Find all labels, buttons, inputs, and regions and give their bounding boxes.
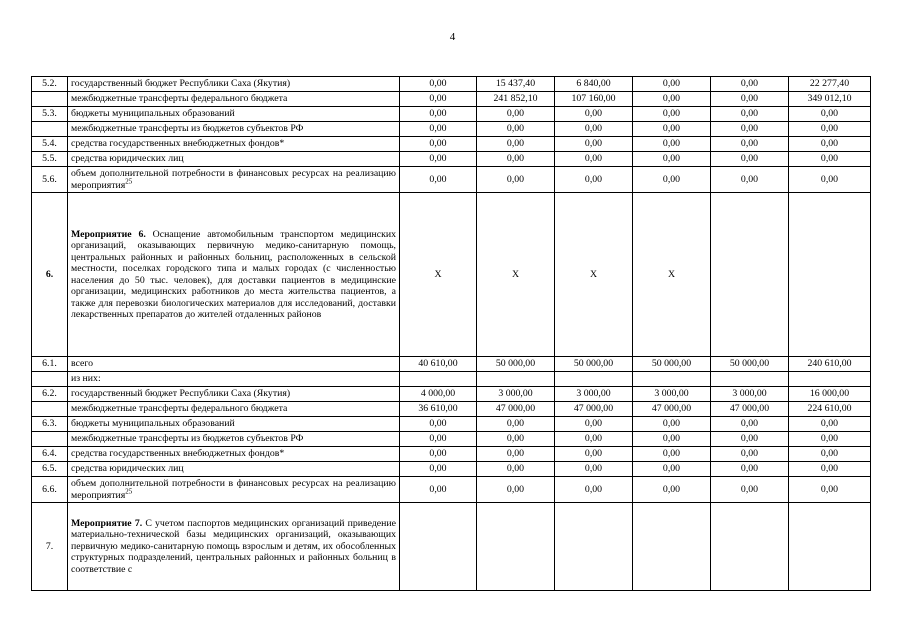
measure-title: Мероприятие 7. [71,517,143,529]
value-cell: 0,00 [633,477,711,503]
value-cell: 0,00 [555,447,633,462]
row-number: 5.3. [32,107,68,122]
value-cell: 0,00 [711,152,789,167]
value-cell: 0,00 [400,107,477,122]
value-cell: 50 000,00 [711,357,789,372]
value-cell: 16 000,00 [789,387,871,402]
row-label: межбюджетные трансферты федерального бюджета [68,92,400,107]
row-label: межбюджетные трансферты из бюджетов субъектов РФ [68,122,400,137]
table-row [32,417,871,432]
page-number: 4 [449,31,456,43]
value-cell: 0,00 [400,432,477,447]
value-cell: 0,00 [400,137,477,152]
value-cell: 0,00 [400,152,477,167]
table-row [32,107,871,122]
value-cell: 0,00 [633,92,711,107]
value-cell: 0,00 [633,432,711,447]
value-cell: 0,00 [477,462,555,477]
row-label-text: объем дополнительной потребности в финансовых ресурсах на реализацию мероприятия [71,478,396,501]
value-cell: 0,00 [555,477,633,503]
value-cell: 47 000,00 [711,402,789,417]
value-cell: 0,00 [711,447,789,462]
value-cell [633,372,711,387]
row-number: 5.2. [32,77,68,92]
value-cell: 0,00 [633,137,711,152]
value-cell: 0,00 [477,167,555,193]
value-cell: 0,00 [711,92,789,107]
row-number: 6.6. [32,477,68,503]
row-label-text: С учетом паспортов медицинских организаций приведение материально-технической базы медицинских организаций, оказывающих первичную медико-санитарную помощь взрослым и детям, их обособленных структурных подразделений, центральных районных и районных больниц в соответствие с [71,517,396,575]
value-cell: 0,00 [711,432,789,447]
value-cell: 107 160,00 [555,92,633,107]
row-label [68,193,400,357]
value-cell [789,372,871,387]
value-cell [789,193,871,357]
value-cell [711,193,789,357]
table-row [32,92,871,107]
value-cell: 0,00 [633,107,711,122]
value-cell: 0,00 [789,152,871,167]
value-cell: 3 000,00 [555,387,633,402]
table-row [32,432,871,447]
value-cell: 0,00 [477,107,555,122]
value-cell: 0,00 [789,462,871,477]
value-cell [711,372,789,387]
row-label: средства государственных внебюджетных фондов* [68,137,400,152]
row-label: бюджеты муниципальных образований [68,417,400,432]
value-cell: 0,00 [789,417,871,432]
value-cell: 47 000,00 [633,402,711,417]
table-row [32,447,871,462]
value-cell: 0,00 [555,462,633,477]
value-cell: 0,00 [477,447,555,462]
value-cell [789,503,871,591]
row-label: государственный бюджет Республики Саха (Якутия) [68,387,400,402]
row-label: средства государственных внебюджетных фондов* [68,447,400,462]
row-label: государственный бюджет Республики Саха (Якутия) [68,77,400,92]
value-cell: 0,00 [711,137,789,152]
value-cell: 0,00 [477,122,555,137]
value-cell: 0,00 [789,432,871,447]
value-cell: 50 000,00 [555,357,633,372]
value-cell: 0,00 [555,137,633,152]
row-number [32,402,68,417]
value-cell [477,503,555,591]
value-cell: X [555,193,633,357]
value-cell: 0,00 [400,77,477,92]
value-cell: X [400,193,477,357]
value-cell: 0,00 [477,417,555,432]
value-cell: 0,00 [633,462,711,477]
value-cell: 0,00 [711,462,789,477]
budget-table [31,76,871,591]
value-cell: 0,00 [555,432,633,447]
value-cell: 4 000,00 [400,387,477,402]
value-cell: 15 437,40 [477,77,555,92]
value-cell: 0,00 [400,477,477,503]
value-cell: 3 000,00 [633,387,711,402]
value-cell: 0,00 [789,167,871,193]
table-row [32,387,871,402]
row-number: 6.1. [32,357,68,372]
table-row [32,372,871,387]
value-cell: 0,00 [711,167,789,193]
value-cell: 224 610,00 [789,402,871,417]
value-cell: 0,00 [400,122,477,137]
value-cell: X [633,193,711,357]
value-cell: 6 840,00 [555,77,633,92]
value-cell: 0,00 [633,122,711,137]
value-cell: 0,00 [711,107,789,122]
value-cell: 0,00 [711,477,789,503]
footnote-ref: 25 [125,487,133,496]
row-number: 5.6. [32,167,68,193]
table-row [32,477,871,503]
table-row [32,193,871,357]
row-number: 6.2. [32,387,68,402]
row-number [32,122,68,137]
value-cell: 0,00 [400,417,477,432]
table-row [32,357,871,372]
value-cell: 0,00 [477,477,555,503]
footnote-ref: 25 [125,177,133,186]
value-cell: 0,00 [555,107,633,122]
value-cell: 0,00 [711,417,789,432]
table-row [32,137,871,152]
value-cell [711,503,789,591]
value-cell: 0,00 [400,447,477,462]
row-label-text: объем дополнительной потребности в финансовых ресурсах на реализацию мероприятия [71,168,396,191]
value-cell: X [477,193,555,357]
row-label: средства юридических лиц [68,462,400,477]
value-cell: 0,00 [555,167,633,193]
value-cell: 0,00 [633,167,711,193]
value-cell: 36 610,00 [400,402,477,417]
row-number: 6. [32,193,68,357]
table-row [32,402,871,417]
table-row [32,503,871,591]
row-number [32,432,68,447]
value-cell: 50 000,00 [477,357,555,372]
row-number: 6.3. [32,417,68,432]
row-number [32,372,68,387]
value-cell: 0,00 [633,417,711,432]
value-cell: 3 000,00 [711,387,789,402]
value-cell [555,372,633,387]
value-cell: 0,00 [555,417,633,432]
row-label: бюджеты муниципальных образований [68,107,400,122]
row-label: средства юридических лиц [68,152,400,167]
value-cell: 0,00 [633,152,711,167]
row-label [68,477,400,503]
value-cell: 0,00 [477,432,555,447]
table-row [32,462,871,477]
table-row [32,122,871,137]
value-cell: 3 000,00 [477,387,555,402]
value-cell: 0,00 [789,477,871,503]
row-label [68,503,400,591]
row-number: 5.5. [32,152,68,167]
value-cell: 0,00 [477,152,555,167]
value-cell: 40 610,00 [400,357,477,372]
value-cell: 0,00 [711,77,789,92]
value-cell: 240 610,00 [789,357,871,372]
row-label: межбюджетные трансферты федерального бюджета [68,402,400,417]
value-cell [633,503,711,591]
row-label: из них: [68,372,400,387]
value-cell: 0,00 [400,92,477,107]
value-cell [555,503,633,591]
value-cell: 50 000,00 [633,357,711,372]
row-number: 6.4. [32,447,68,462]
row-number: 6.5. [32,462,68,477]
value-cell: 0,00 [400,167,477,193]
value-cell: 47 000,00 [555,402,633,417]
value-cell: 0,00 [633,447,711,462]
value-cell: 0,00 [789,447,871,462]
row-number: 7. [32,503,68,591]
value-cell: 22 277,40 [789,77,871,92]
value-cell: 0,00 [477,137,555,152]
value-cell: 0,00 [400,462,477,477]
table-row [32,167,871,193]
value-cell: 0,00 [789,137,871,152]
value-cell [477,372,555,387]
value-cell: 0,00 [555,122,633,137]
row-number: 5.4. [32,137,68,152]
row-label [68,167,400,193]
row-label-text: Оснащение автомобильным транспортом медицинских организаций, оказывающих первичную медико-санитарную помощь, центральных районных и районных больниц, расположенных в сельской местности, поселках городского типа и малых городах (с численностью населения до 50 тыс. человек), для доставки пациентов в медицинские организации, медицинских работников до места жительства пациентов, а также для перевозки биологических материалов для исследований, доставки лекарственных препаратов до жителей отдаленных районов [71,228,396,320]
value-cell: 349 012,10 [789,92,871,107]
row-label: всего [68,357,400,372]
table-row [32,77,871,92]
row-number [32,92,68,107]
value-cell: 0,00 [711,122,789,137]
value-cell: 47 000,00 [477,402,555,417]
table-row [32,152,871,167]
value-cell: 0,00 [789,122,871,137]
value-cell: 241 852,10 [477,92,555,107]
value-cell: 0,00 [555,152,633,167]
measure-title: Мероприятие 6. [71,228,146,240]
value-cell: 0,00 [633,77,711,92]
value-cell [400,372,477,387]
value-cell [400,503,477,591]
row-label: межбюджетные трансферты из бюджетов субъектов РФ [68,432,400,447]
value-cell: 0,00 [789,107,871,122]
